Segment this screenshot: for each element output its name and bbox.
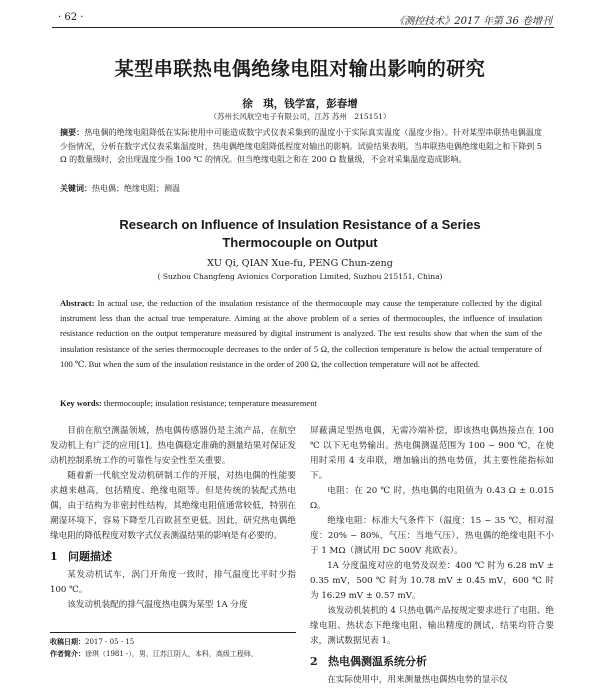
page-number: · 62 · <box>58 12 84 23</box>
abstract-english <box>60 296 542 372</box>
abstract-chinese-text: 热电偶的绝缘电阻降低在实际使用中可能造成数字式仪表采集到的温度小于实际真实温度（温度少指）。针对某型串联热电偶温度少指情况，分析在数字式仪表采集温度时，热电偶绝缘电阻降低程度对输出的影响。试验结果表明，当串联热电偶绝缘电阻之和下降到 5 Ω 的数量级时，会出现温度少指 100 ℃ 的情况。但当绝缘电阻之和在 200 Ω 数量级，不会对采集温度造成影响。 <box>60 128 543 164</box>
keywords-chinese-label: 关键词： <box>60 183 92 193</box>
paragraph: 该发动机装机的 4 只热电偶产品按规定要求进行了电阻、绝缘电阻、热状态下绝缘电阻、输出精度的测试，结果均符合要求，测试数据见表 1。 <box>310 606 554 646</box>
paragraph: 绝缘电阻：标准大气条件下（温度：15 ~ 35 ℃，相对湿度：20% ~ 80%，气压：当地气压），热电偶的绝缘电阻不小于 1 MΩ（测试用 DC 500V 兆欧表）。 <box>310 516 554 556</box>
section-heading-1 <box>50 549 296 564</box>
paragraph: 某发动机试车，涡门开角度一致时，排气温度比平时少指 100 ℃。 <box>50 570 296 595</box>
received-value: 2017 - 05 - 15 <box>85 638 135 646</box>
keywords-english-text: thermocouple; insulation resistance; temperature measurement <box>101 398 317 408</box>
title-english <box>0 216 600 252</box>
abstract-chinese <box>60 126 542 167</box>
keywords-english-label: Key words: <box>60 398 102 408</box>
authors-chinese: 徐 琪，钱学富，彭春增 <box>242 98 358 110</box>
header-rule <box>52 27 554 28</box>
received-date <box>50 636 296 648</box>
section-number: 1 <box>50 550 58 563</box>
left-column <box>50 424 296 613</box>
abstract-english-text: In actual use, the reduction of the insulation resistance of the thermocouple may cause the temperature collected by the digital instrument less than the actual true temperature. Aiming at the above problem of a series of thermocouples, the influence of insulation resistance reduction on the output temperature measured by digital instrument is analyzed. The test results show that when the sum of the insulation resistance of the series thermocouple decreases to the order of 5 Ω, the collection temperature is below the actual temperature of 100 ℃. But when the sum of the insulation resistance in the order of 200 Ω, the collection temperature will not be affected. <box>60 298 542 369</box>
right-column <box>310 424 554 688</box>
paragraph: 屏蔽满足型热电偶，无需冷端补偿，即该热电偶热接点在 100 ℃ 以下无电势输出。热电偶测温范围为 100 ~ 900 ℃，在使用时采用 4 支串联，增加输出的热电势值，其主要性能指标如下。 <box>310 426 554 481</box>
paragraph: 1A 分度温度对应的电势及误差：400 ℃ 时为 6.28 mV ± 0.35 mV，500 ℃ 时为 10.78 mV ± 0.45 mV，600 ℃ 时为 16.29 mV ± 0.57 mV。 <box>310 561 554 601</box>
title-chinese: 某型串联热电偶绝缘电阻对输出影响的研究 <box>114 58 486 80</box>
footnote <box>50 632 296 660</box>
received-label: 收稿日期： <box>50 637 85 646</box>
authors-english: XU Qi, QIAN Xue-fu, PENG Chun-zeng <box>207 258 393 269</box>
abstract-chinese-label: 摘要： <box>60 127 85 137</box>
keywords-chinese-text: 热电偶；绝缘电阻；测温 <box>92 184 180 193</box>
paragraph: 随着新一代航空发动机研制工作的开展，对热电偶的性能要求越来越高，包括精度、绝缘电阻等。但是传统的装配式热电偶，由于结构为非密封性结构，其绝缘电阻值通常较低，特别在潮湿环境下，容易下降至几百欧甚至更低。因此，研究热电偶绝缘电阻的降低程度对数字式仪表测温结果的影响是有必要的。 <box>50 471 296 541</box>
journal-header: 《测控技术》2017 年第 36 卷增刊 <box>394 16 552 27</box>
paragraph: 目前在航空测温领域，热电偶传感器仍是主流产品，在航空发动机上有广泛的应用[1]。热电偶稳定准确的测量结果对保证发动机控制系统工作的可靠性与安全性至关重要。 <box>50 426 296 466</box>
section-number: 2 <box>310 655 318 668</box>
affiliation-english: ( Suzhou Changfeng Avionics Corporation Limited, Suzhou 215151, China) <box>157 272 443 281</box>
affiliation-chinese: （苏州长风航空电子有限公司，江苏 苏州 215151） <box>209 112 391 121</box>
paragraph: 电阻：在 20 ℃ 时，热电偶的电阻值为 0.43 Ω ± 0.015 Ω。 <box>310 486 554 511</box>
paragraph: 在实际使用中，用来测量热电偶热电势的显示仪 <box>327 675 508 685</box>
author-bio-text: 徐琪（1981 -），男，江苏江阴人，本科，高级工程师， <box>85 650 258 658</box>
title-english-line2: Thermocouple on Output <box>222 235 378 250</box>
keywords-english <box>60 398 542 408</box>
title-english-line1: Research on Influence of Insulation Resistance of a Series <box>119 217 481 232</box>
paragraph: 该发动机装配的排气温度热电偶为某型 1A 分度 <box>67 600 248 610</box>
author-bio <box>50 648 296 660</box>
section-title: 问题描述 <box>68 550 112 563</box>
keywords-chinese <box>60 183 542 194</box>
abstract-english-label: Abstract: <box>60 298 95 308</box>
section-title: 热电偶测温系统分析 <box>328 655 427 668</box>
author-bio-label: 作者简介： <box>50 649 85 658</box>
section-heading-2 <box>310 654 554 669</box>
